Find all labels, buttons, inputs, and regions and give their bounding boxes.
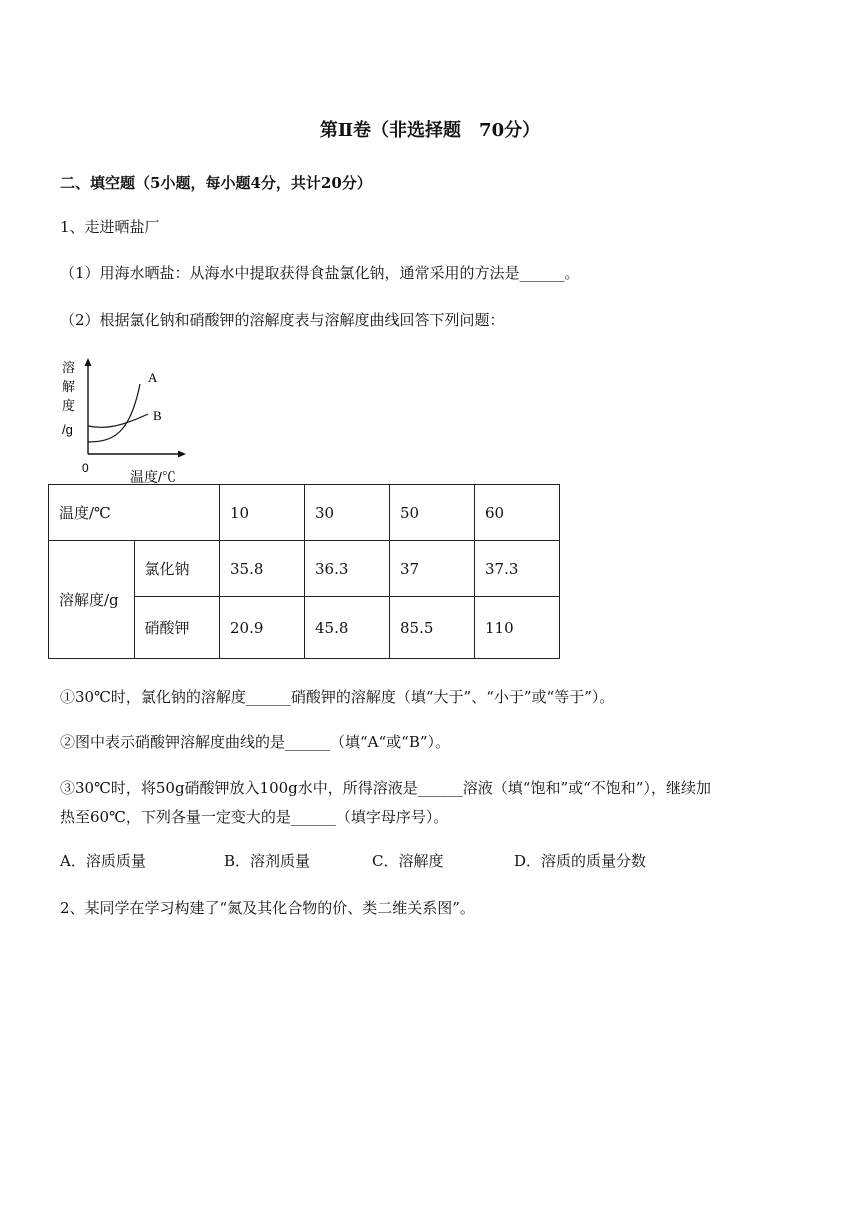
choice-c: C．溶解度 [372,852,444,870]
temperature-header: 温度/℃ [49,485,220,541]
table-row-nacl [49,541,560,597]
value-cell: 37.3 [475,541,560,597]
x-axis-arrow [178,451,186,458]
temp-cell: 10 [220,485,305,541]
question-2-text: 2、某同学在学习构建了“氮及其化合物的价、类二维关系图”。 [60,899,475,917]
y-label-2: 解 [62,379,76,394]
solubility-table [48,484,560,659]
temp-cell: 60 [475,485,560,541]
temp-cell: 30 [305,485,390,541]
solubility-header: 溶解度/g [49,541,135,659]
sub-question-2: ②图中表示硝酸钾溶解度曲线的是______（填“A“或“B”）。 [60,733,451,751]
choice-b: B．溶剂质量 [224,852,311,870]
solubility-curve-chart [58,356,198,484]
value-cell: 45.8 [305,597,390,659]
sub-question-3-line-2: 热至60℃，下列各量一定变大的是______（填字母序号）。 [60,808,449,826]
curve-b-label: B [153,408,162,423]
y-axis-arrow [85,358,92,366]
curve-a-label: A [148,370,158,385]
sub-question-1: ①30℃时，氯化钠的溶解度______硝酸钾的溶解度（填“大于”、“小于”或“等于”）。 [60,688,615,706]
choice-d: D．溶质的质量分数 [514,852,647,870]
value-cell: 37 [390,541,475,597]
question-1-part-2: （2）根据氯化钠和硝酸钾的溶解度表与溶解度曲线回答下列问题： [60,311,505,329]
page-title: 第Ⅱ卷（非选择题 70分） [319,120,541,141]
y-label-4: /g [62,422,73,437]
curve-a [88,384,140,442]
question-1-part-1: （1）用海水晒盐：从海水中提取获得食盐氯化钠，通常采用的方法是______。 [60,264,580,282]
substance-name: 硝酸钾 [134,597,220,659]
value-cell: 36.3 [305,541,390,597]
value-cell: 110 [475,597,560,659]
choice-a: A．溶质质量 [60,852,146,870]
origin-label: 0 [82,461,89,475]
y-label-3: 度 [62,398,76,413]
value-cell: 85.5 [390,597,475,659]
curve-b [88,414,148,427]
y-label-1: 溶 [62,360,76,375]
section-heading: 二、填空题（5小题，每小题4分，共计20分） [60,174,372,192]
value-cell: 35.8 [220,541,305,597]
table-row-temperature [49,485,560,541]
question-1-heading: 1、走进晒盐厂 [60,218,160,236]
x-axis-label: 温度/℃ [130,469,176,484]
sub-question-3-line-1: ③30℃时，将50g硝酸钾放入100g水中，所得溶液是______溶液（填“饱和”或“不饱和”），继续加 [60,779,711,797]
substance-name: 氯化钠 [134,541,220,597]
value-cell: 20.9 [220,597,305,659]
temp-cell: 50 [390,485,475,541]
